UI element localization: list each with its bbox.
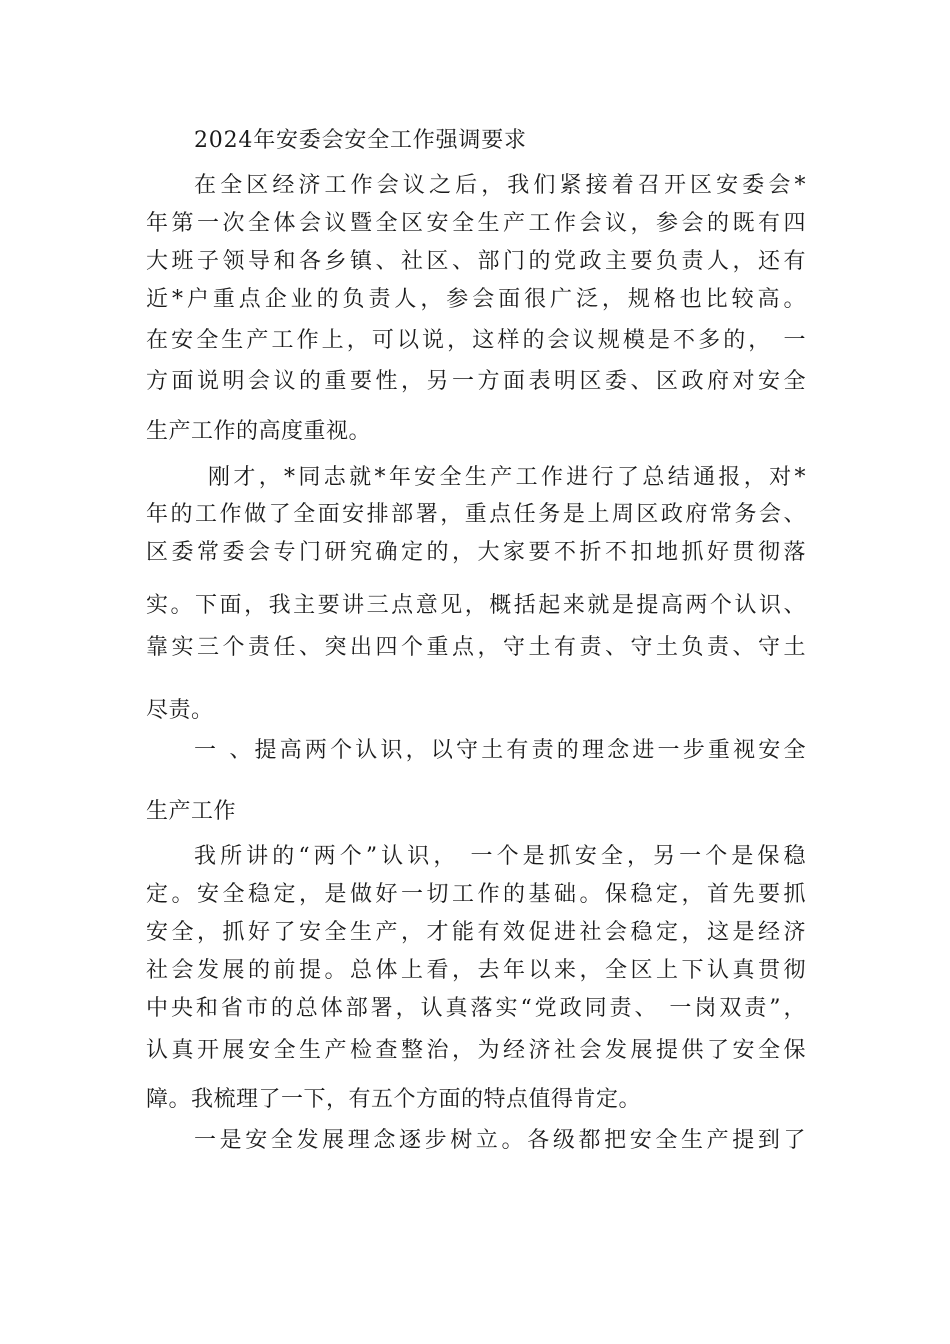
paragraph-line: 年的工作做了全面安排部署，重点任务是上周区政府常务会、 [146, 502, 806, 527]
paragraph-line: 我所讲的“两个”认识， 一个是抓安全，另一个是保稳 [194, 844, 806, 869]
paragraph-line: 一是安全发展理念逐步树立。各级都把安全生产提到了 [194, 1128, 806, 1153]
paragraph-line: 年第一次全体会议暨全区安全生产工作会议，参会的既有四 [146, 211, 806, 236]
paragraph-line: 实。下面，我主要讲三点意见，概括起来就是提高两个认识、 [146, 593, 806, 618]
paragraph-line: 区委常委会专门研究确定的，大家要不折不扣地抓好贯彻落 [146, 540, 806, 565]
paragraph-line: 社会发展的前提。总体上看，去年以来，全区上下认真贯彻 [146, 958, 806, 983]
paragraph-line: 尽责。 [146, 698, 214, 723]
paragraph-line: 方面说明会议的重要性，另一方面表明区委、区政府对安全 [146, 369, 806, 394]
section-heading: 生产工作 [146, 799, 237, 824]
paragraph-line: 安全，抓好了安全生产，才能有效促进社会稳定，这是经济 [146, 920, 806, 945]
document-title: 2024年安委会安全工作强调要求 [194, 128, 527, 153]
paragraph-line: 靠实三个责任、突出四个重点，守土有责、守土负责、守土 [146, 635, 806, 660]
paragraph-line: 认真开展安全生产检查整治，为经济社会发展提供了安全保 [146, 1038, 806, 1063]
paragraph-line: 定。安全稳定，是做好一切工作的基础。保稳定，首先要抓 [146, 882, 806, 907]
paragraph-line: 在安全生产工作上，可以说，这样的会议规模是不多的， 一 [146, 328, 806, 353]
paragraph-line: 在全区经济工作会议之后，我们紧接着召开区安委会* [194, 173, 806, 198]
paragraph-line: 近*户重点企业的负责人，参会面很广泛，规格也比较高。 [146, 287, 806, 312]
paragraph-line: 刚才，*同志就*年安全生产工作进行了总结通报，对* [208, 465, 806, 490]
paragraph-line: 障。我梳理了一下，有五个方面的特点值得肯定。 [146, 1087, 642, 1112]
section-heading: 一 、提高两个认识，以守土有责的理念进一步重视安全 [194, 738, 806, 763]
paragraph-line: 生产工作的高度重视。 [146, 419, 372, 444]
paragraph-line: 中央和省市的总体部署，认真落实“党政同责、 一岗双责”， [146, 996, 806, 1021]
paragraph-line: 大班子领导和各乡镇、社区、部门的党政主要负责人，还有 [146, 249, 806, 274]
